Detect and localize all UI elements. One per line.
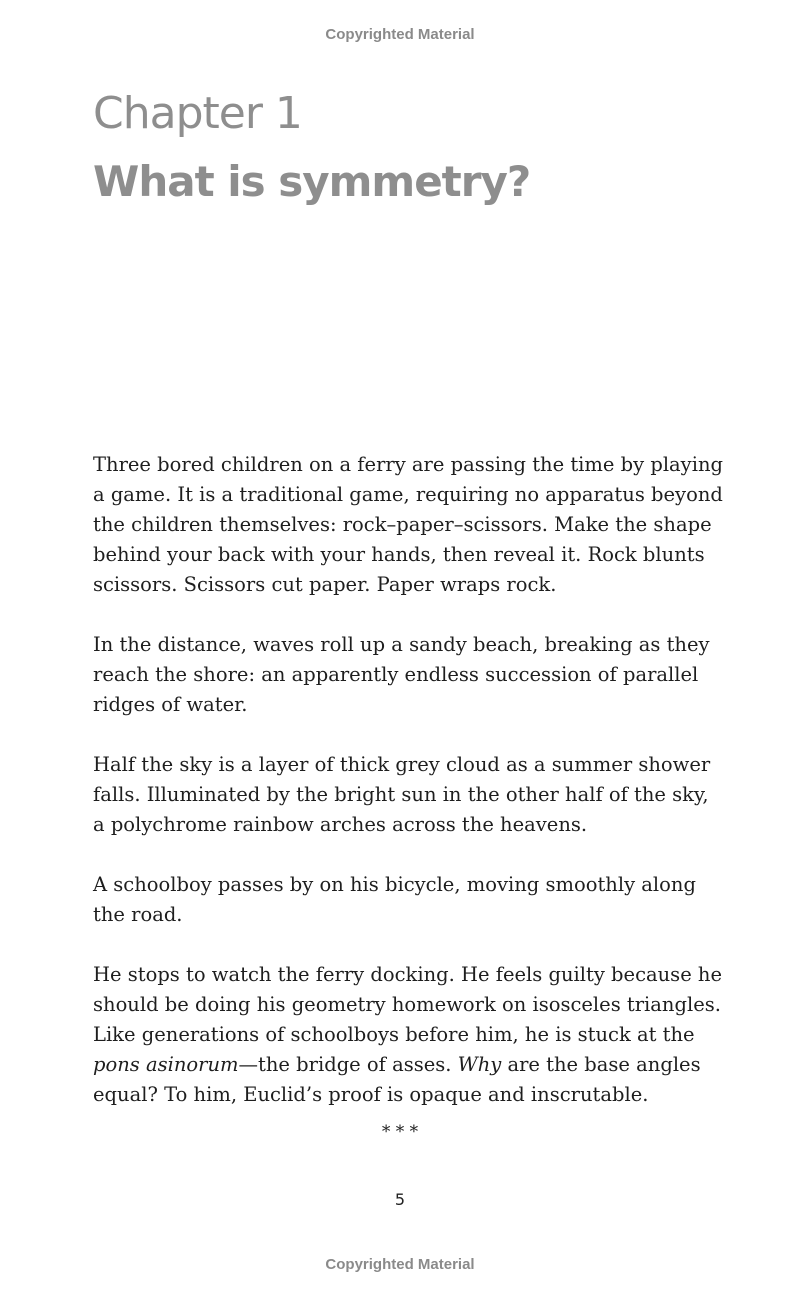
paragraph-3: Half the sky is a layer of thick grey cloud as a summer shower falls. Illuminated by the bright sun in the other half of the sky, a polychrome rainbow arches across the heavens. bbox=[93, 753, 711, 836]
paragraph-5-text-1: He stops to watch the ferry docking. He feels guilty because he should be doing his geometry homework on isosceles triangles. Like generations of schoolboys before him, he is stuck at the bbox=[93, 963, 723, 1046]
section-break: * * * bbox=[381, 1122, 419, 1142]
chapter-title: What is symmetry? bbox=[93, 157, 531, 206]
paragraph-5-text-3: are the base angles equal? To him, Euclid’s proof is opaque and inscrutable. bbox=[93, 1053, 701, 1106]
paragraph-5-italic-pons-asinorum: pons asinorum bbox=[93, 1053, 239, 1076]
paragraph-2: In the distance, waves roll up a sandy beach, breaking as they reach the shore: an apparently endless succession of parallel ridges of water. bbox=[93, 633, 710, 716]
page-number: 5 bbox=[394, 1190, 406, 1209]
paragraph-4: A schoolboy passes by on his bicycle, moving smoothly along the road. bbox=[93, 873, 696, 926]
paragraph-5-italic-why: Why bbox=[457, 1053, 502, 1076]
copyright-watermark-bottom: Copyrighted Material bbox=[325, 1256, 475, 1273]
paragraph-5-text-2: —the bridge of asses. bbox=[238, 1053, 458, 1076]
paragraph-5 bbox=[93, 960, 723, 1110]
chapter-number: Chapter 1 bbox=[93, 88, 302, 139]
paragraph-1: Three bored children on a ferry are passing the time by playing a game. It is a traditional game, requiring no apparatus beyond the children themselves: rock–paper–scissors. Make the shape behind your back with your hands, then reveal it. Rock blunts scissors. Scissors cut paper. Paper wraps rock. bbox=[93, 453, 723, 596]
chapter-body bbox=[93, 450, 723, 1110]
copyright-watermark-top: Copyrighted Material bbox=[325, 26, 475, 43]
